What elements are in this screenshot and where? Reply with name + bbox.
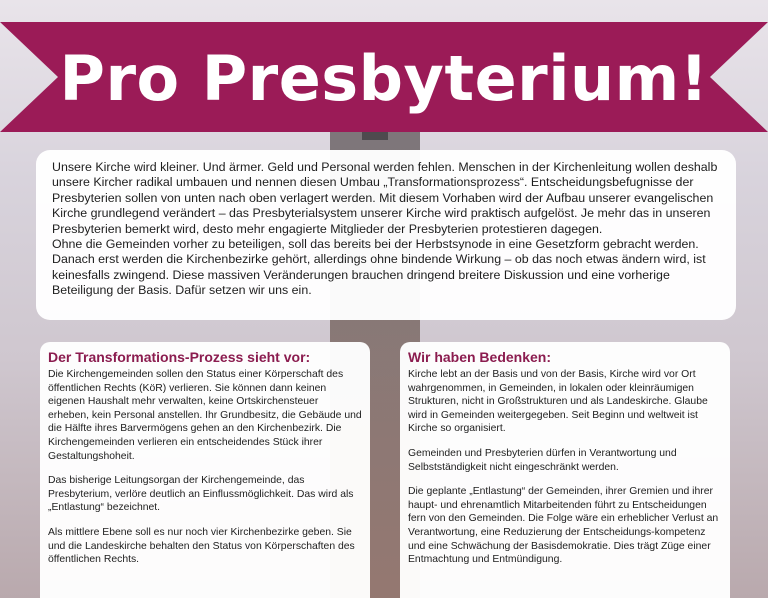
concerns-card <box>400 342 730 598</box>
section-paragraph: Die geplante „Entlastung“ der Gemeinden, ihrer Gremien und ihrer haupt- und ehrenamtlich Mitarbeitenden führt zu Entscheidungen fern von den Gemeinden. Die Folge wäre ein erheblicher Verlust an Verantwortung, eine Reduzierung der Entscheidungs-kompetenz und eine Schwächung der Basisdemokratie. Dies trägt Züge einer Entmachtung und Entmündigung. <box>408 486 719 566</box>
page-title: Pro Presbyterium! <box>59 42 709 115</box>
intro-paragraph: Ohne die Gemeinden vorher zu beteiligen, soll das bereits bei der Herbstsynode in eine Gesetzform gebracht werden. Danach erst werden die Kirchenbezirke gehört, allerdings ohne bindende Wirkung – ob das noch etwas ändern wird, ist keinesfalls zwingend. Diese massiven Veränderungen brauchen dringend breitere Diskussion und eine vorherige Beteiligung der Basis. Dafür setzen wir uns ein. <box>52 237 706 298</box>
section-paragraph: Kirche lebt an der Basis und von der Basis, Kirche wird vor Ort wahrgenommen, in Gemeinden, in lokalen oder kleinräumigen Strukturen, nicht in Großstrukturen und als Landeskirche. Glaube wird in Gemeinden weitergegeben. Seit Beginn und weltweit ist Kirche so organisiert. <box>408 369 708 435</box>
section-body <box>48 368 362 567</box>
section-paragraph: Die Kirchengemeinden sollen den Status einer Körperschaft des öffentlichen Rechts (KöR) verlieren. Sie können dann keinen eigenen Haushalt mehr verwalten, keine Ortskirchensteuer erheben, kein Personal anstellen. Ihr Grundbesitz, die Gebäude und die Hälfte ihres Barvermögens gehen an den Kirchenbezirk. Die Kirchengemeinden verlieren ein entscheidendes Stück ihrer Gestaltungshoheit. <box>48 369 362 462</box>
transformation-process-card <box>40 342 370 598</box>
section-body <box>408 368 722 567</box>
section-paragraph: Gemeinden und Presbyterien dürfen in Verantwortung und Selbstständigkeit nicht eingeschränkt werden. <box>408 447 677 473</box>
intro-card <box>36 150 736 320</box>
section-heading: Wir haben Bedenken: <box>408 349 552 365</box>
section-paragraph: Das bisherige Leitungsorgan der Kirchengemeinde, das Presbyterium, verlöre deutlich an Einflussmöglichkeit. Das wird als „Entlastung“ bezeichnet. <box>48 475 354 514</box>
section-paragraph: Als mittlere Ebene soll es nur noch vier Kirchenbezirke geben. Sie und die Landeskirche behalten den Status von Körperschaften des öffentlichen Rechts. <box>48 526 355 566</box>
title-banner <box>0 22 768 132</box>
intro-paragraph: Unsere Kirche wird kleiner. Und ärmer. Geld und Personal werden fehlen. Menschen in der Kirchenleitung wollen deshalb unsere Kircher radikal umbauen und nennen diesen Umbau „Transformationsprozess“. Entscheidungsbefugnisse der Presbyterien sollen von unten nach oben verlagert werden. Mit diesem Vorhaben wird der Aufbau unserer evangelischen Kirche grundlegend verändert – das Presbyterialsystem unserer Kirche wird praktisch aufgelöst. Je mehr das in unseren Presbyterien bemerkt wird, desto mehr engagierte Mitglieder der Presbyterien protestieren dagegen. <box>52 160 718 236</box>
section-heading: Der Transformations-Prozess sieht vor: <box>48 349 311 365</box>
